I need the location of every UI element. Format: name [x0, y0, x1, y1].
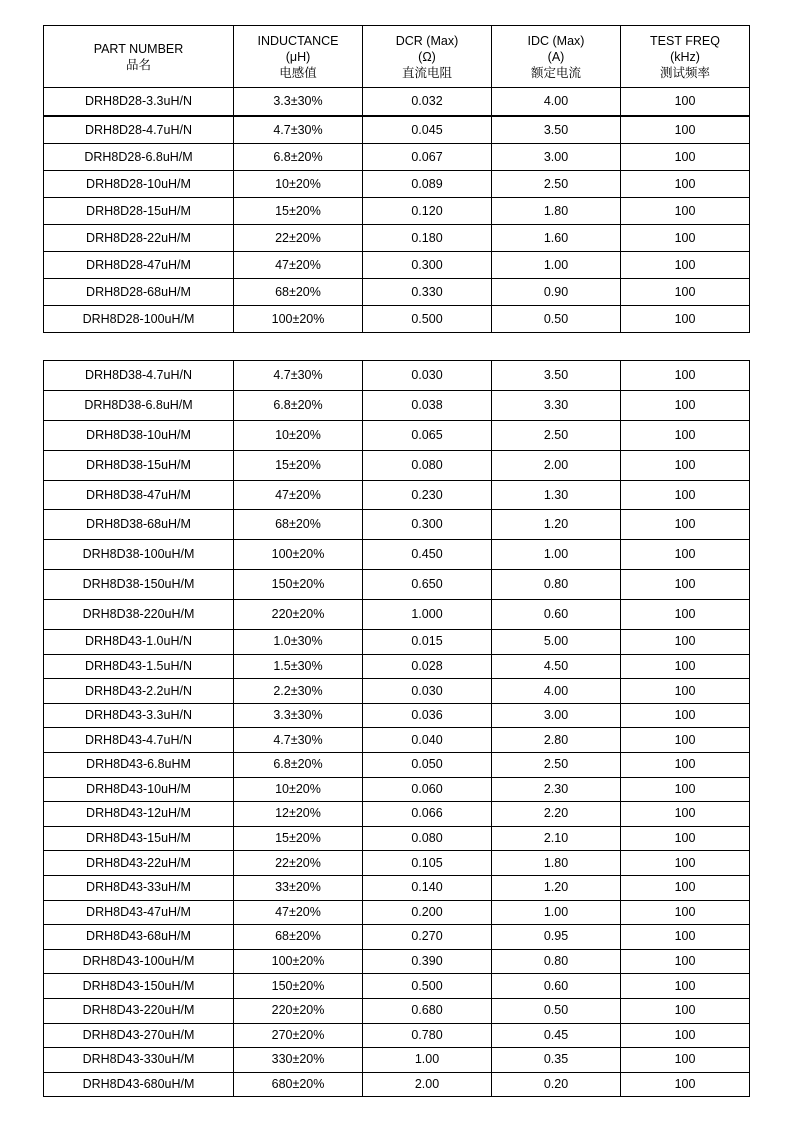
cell-dcr: 0.080	[363, 450, 492, 480]
cell-dcr: 0.500	[363, 306, 492, 333]
table-row	[44, 171, 750, 198]
cell-dcr: 0.030	[363, 361, 492, 391]
table-row	[44, 679, 750, 704]
cell-part: DRH8D38-220uH/M	[44, 600, 234, 630]
header-part-number-cn: 品名	[125, 57, 151, 72]
cell-part: DRH8D28-68uH/M	[44, 279, 234, 306]
cell-freq: 100	[621, 144, 750, 171]
cell-freq: 100	[621, 480, 750, 510]
cell-freq: 100	[621, 875, 750, 900]
cell-idc: 4.00	[492, 88, 621, 117]
cell-inductance: 220±20%	[234, 600, 363, 630]
cell-idc: 0.50	[492, 306, 621, 333]
cell-freq: 100	[621, 1072, 750, 1097]
cell-part: DRH8D43-270uH/M	[44, 1023, 234, 1048]
cell-dcr: 0.780	[363, 1023, 492, 1048]
header-idc-unit: (A)	[547, 49, 565, 64]
cell-freq: 100	[621, 1023, 750, 1048]
cell-part: DRH8D43-3.3uH/N	[44, 703, 234, 728]
cell-part: DRH8D43-22uH/M	[44, 851, 234, 876]
cell-inductance: 4.7±30%	[234, 361, 363, 391]
cell-part: DRH8D38-15uH/M	[44, 450, 234, 480]
table-row	[44, 88, 750, 117]
cell-freq: 100	[621, 510, 750, 540]
cell-idc: 1.00	[492, 252, 621, 279]
cell-idc: 2.50	[492, 752, 621, 777]
cell-dcr: 0.050	[363, 752, 492, 777]
cell-idc: 2.50	[492, 171, 621, 198]
cell-inductance: 1.0±30%	[234, 630, 363, 655]
table-row	[44, 949, 750, 974]
table-row	[44, 1072, 750, 1097]
header-inductance-en: INDUCTANCE	[257, 33, 339, 48]
cell-idc: 0.50	[492, 998, 621, 1023]
cell-inductance: 3.3±30%	[234, 703, 363, 728]
cell-dcr: 0.500	[363, 974, 492, 999]
cell-idc: 0.45	[492, 1023, 621, 1048]
cell-inductance: 68±20%	[234, 279, 363, 306]
cell-dcr: 0.040	[363, 728, 492, 753]
cell-freq: 100	[621, 654, 750, 679]
cell-idc: 3.50	[492, 361, 621, 391]
cell-idc: 0.80	[492, 949, 621, 974]
cell-inductance: 4.7±30%	[234, 116, 363, 144]
cell-inductance: 15±20%	[234, 198, 363, 225]
cell-dcr: 0.140	[363, 875, 492, 900]
cell-freq: 100	[621, 703, 750, 728]
cell-part: DRH8D43-2.2uH/N	[44, 679, 234, 704]
cell-freq: 100	[621, 679, 750, 704]
cell-dcr: 0.200	[363, 900, 492, 925]
table-row	[44, 654, 750, 679]
cell-dcr: 0.060	[363, 777, 492, 802]
cell-dcr: 0.390	[363, 949, 492, 974]
spec-table-bottom	[43, 360, 750, 1097]
cell-part: DRH8D28-3.3uH/N	[44, 88, 234, 117]
table-row	[44, 998, 750, 1023]
table-row	[44, 540, 750, 570]
cell-idc: 1.80	[492, 198, 621, 225]
cell-inductance: 12±20%	[234, 802, 363, 827]
header-idc-cn: 额定电流	[530, 65, 581, 80]
cell-part: DRH8D43-680uH/M	[44, 1072, 234, 1097]
table-row	[44, 225, 750, 252]
cell-inductance: 150±20%	[234, 570, 363, 600]
header-dcr-unit: (Ω)	[418, 49, 436, 64]
table-row	[44, 420, 750, 450]
table-row	[44, 144, 750, 171]
cell-part: DRH8D38-68uH/M	[44, 510, 234, 540]
cell-dcr: 0.650	[363, 570, 492, 600]
cell-part: DRH8D43-6.8uHM	[44, 752, 234, 777]
cell-freq: 100	[621, 974, 750, 999]
cell-dcr: 0.030	[363, 679, 492, 704]
cell-idc: 0.35	[492, 1048, 621, 1073]
spec-table-bottom-body	[44, 361, 750, 1097]
cell-freq: 100	[621, 998, 750, 1023]
table-row	[44, 802, 750, 827]
cell-inductance: 220±20%	[234, 998, 363, 1023]
cell-idc: 3.00	[492, 703, 621, 728]
cell-part: DRH8D38-47uH/M	[44, 480, 234, 510]
cell-dcr: 1.00	[363, 1048, 492, 1073]
header-test-freq-unit: (kHz)	[670, 49, 700, 64]
cell-inductance: 330±20%	[234, 1048, 363, 1073]
cell-inductance: 68±20%	[234, 510, 363, 540]
cell-inductance: 3.3±30%	[234, 88, 363, 117]
header-inductance-cn: 电感值	[279, 65, 317, 80]
cell-part: DRH8D38-6.8uH/M	[44, 390, 234, 420]
table-row	[44, 826, 750, 851]
header-part-number	[44, 26, 234, 88]
cell-part: DRH8D28-47uH/M	[44, 252, 234, 279]
cell-freq: 100	[621, 225, 750, 252]
cell-part: DRH8D43-330uH/M	[44, 1048, 234, 1073]
cell-dcr: 0.036	[363, 703, 492, 728]
cell-part: DRH8D43-10uH/M	[44, 777, 234, 802]
cell-idc: 1.20	[492, 510, 621, 540]
cell-inductance: 15±20%	[234, 450, 363, 480]
cell-part: DRH8D43-68uH/M	[44, 925, 234, 950]
cell-idc: 4.50	[492, 654, 621, 679]
cell-freq: 100	[621, 925, 750, 950]
table-row	[44, 925, 750, 950]
cell-part: DRH8D43-12uH/M	[44, 802, 234, 827]
cell-part: DRH8D38-4.7uH/N	[44, 361, 234, 391]
table-row	[44, 450, 750, 480]
cell-part: DRH8D28-15uH/M	[44, 198, 234, 225]
cell-inductance: 150±20%	[234, 974, 363, 999]
table-row	[44, 361, 750, 391]
cell-idc: 2.30	[492, 777, 621, 802]
cell-dcr: 0.300	[363, 252, 492, 279]
table-row	[44, 851, 750, 876]
spec-table-top-body	[44, 26, 750, 333]
cell-idc: 4.00	[492, 679, 621, 704]
cell-freq: 100	[621, 851, 750, 876]
cell-part: DRH8D28-6.8uH/M	[44, 144, 234, 171]
header-inductance	[234, 26, 363, 88]
header-dcr-cn: 直流电阻	[401, 65, 452, 80]
cell-freq: 100	[621, 1048, 750, 1073]
cell-inductance: 270±20%	[234, 1023, 363, 1048]
cell-dcr: 0.038	[363, 390, 492, 420]
cell-dcr: 0.065	[363, 420, 492, 450]
header-test-freq	[621, 26, 750, 88]
table-row	[44, 198, 750, 225]
cell-freq: 100	[621, 420, 750, 450]
table-row	[44, 252, 750, 279]
cell-dcr: 0.067	[363, 144, 492, 171]
header-inductance-unit: (μH)	[285, 49, 311, 64]
cell-dcr: 0.045	[363, 116, 492, 144]
cell-inductance: 680±20%	[234, 1072, 363, 1097]
cell-freq: 100	[621, 116, 750, 144]
table-row	[44, 974, 750, 999]
table-row	[44, 703, 750, 728]
cell-dcr: 0.028	[363, 654, 492, 679]
cell-freq: 100	[621, 171, 750, 198]
cell-dcr: 1.000	[363, 600, 492, 630]
cell-dcr: 0.300	[363, 510, 492, 540]
cell-inductance: 22±20%	[234, 851, 363, 876]
header-idc	[492, 26, 621, 88]
table-row	[44, 116, 750, 144]
cell-inductance: 1.5±30%	[234, 654, 363, 679]
cell-idc: 1.20	[492, 875, 621, 900]
table-row	[44, 279, 750, 306]
cell-part: DRH8D38-100uH/M	[44, 540, 234, 570]
header-part-number-en: PART NUMBER	[93, 41, 184, 56]
cell-dcr: 2.00	[363, 1072, 492, 1097]
cell-inductance: 47±20%	[234, 480, 363, 510]
header-dcr	[363, 26, 492, 88]
cell-idc: 0.90	[492, 279, 621, 306]
cell-inductance: 68±20%	[234, 925, 363, 950]
cell-freq: 100	[621, 306, 750, 333]
cell-idc: 3.00	[492, 144, 621, 171]
cell-part: DRH8D43-4.7uH/N	[44, 728, 234, 753]
cell-inductance: 6.8±20%	[234, 752, 363, 777]
cell-inductance: 10±20%	[234, 420, 363, 450]
cell-inductance: 22±20%	[234, 225, 363, 252]
cell-idc: 1.80	[492, 851, 621, 876]
table-row	[44, 510, 750, 540]
cell-inductance: 2.2±30%	[234, 679, 363, 704]
cell-inductance: 6.8±20%	[234, 144, 363, 171]
header-test-freq-cn: 测试频率	[659, 65, 710, 80]
cell-idc: 0.60	[492, 600, 621, 630]
cell-freq: 100	[621, 900, 750, 925]
cell-dcr: 0.330	[363, 279, 492, 306]
cell-dcr: 0.032	[363, 88, 492, 117]
cell-inductance: 100±20%	[234, 540, 363, 570]
cell-dcr: 0.105	[363, 851, 492, 876]
table-row	[44, 630, 750, 655]
header-idc-en: IDC (Max)	[527, 33, 585, 48]
cell-idc: 1.00	[492, 900, 621, 925]
cell-inductance: 100±20%	[234, 306, 363, 333]
cell-freq: 100	[621, 777, 750, 802]
spec-table-top	[43, 25, 750, 333]
cell-idc: 0.60	[492, 974, 621, 999]
cell-idc: 2.80	[492, 728, 621, 753]
cell-part: DRH8D43-100uH/M	[44, 949, 234, 974]
cell-idc: 1.30	[492, 480, 621, 510]
cell-part: DRH8D43-15uH/M	[44, 826, 234, 851]
table-row	[44, 752, 750, 777]
cell-inductance: 10±20%	[234, 777, 363, 802]
cell-idc: 1.60	[492, 225, 621, 252]
cell-dcr: 0.066	[363, 802, 492, 827]
table-row	[44, 728, 750, 753]
cell-dcr: 0.680	[363, 998, 492, 1023]
table-row	[44, 306, 750, 333]
cell-idc: 3.30	[492, 390, 621, 420]
cell-part: DRH8D28-22uH/M	[44, 225, 234, 252]
cell-dcr: 0.080	[363, 826, 492, 851]
cell-freq: 100	[621, 752, 750, 777]
cell-idc: 2.50	[492, 420, 621, 450]
cell-freq: 100	[621, 630, 750, 655]
cell-freq: 100	[621, 826, 750, 851]
cell-dcr: 0.180	[363, 225, 492, 252]
cell-part: DRH8D43-220uH/M	[44, 998, 234, 1023]
cell-idc: 0.20	[492, 1072, 621, 1097]
table-row	[44, 875, 750, 900]
cell-part: DRH8D38-150uH/M	[44, 570, 234, 600]
cell-dcr: 0.089	[363, 171, 492, 198]
cell-inductance: 47±20%	[234, 252, 363, 279]
cell-part: DRH8D43-33uH/M	[44, 875, 234, 900]
cell-idc: 2.10	[492, 826, 621, 851]
cell-inductance: 47±20%	[234, 900, 363, 925]
cell-part: DRH8D28-4.7uH/N	[44, 116, 234, 144]
cell-freq: 100	[621, 198, 750, 225]
cell-freq: 100	[621, 88, 750, 117]
cell-dcr: 0.015	[363, 630, 492, 655]
cell-freq: 100	[621, 450, 750, 480]
cell-idc: 2.00	[492, 450, 621, 480]
cell-freq: 100	[621, 728, 750, 753]
cell-freq: 100	[621, 802, 750, 827]
cell-part: DRH8D43-1.0uH/N	[44, 630, 234, 655]
cell-freq: 100	[621, 390, 750, 420]
cell-inductance: 10±20%	[234, 171, 363, 198]
cell-part: DRH8D43-1.5uH/N	[44, 654, 234, 679]
cell-dcr: 0.230	[363, 480, 492, 510]
cell-freq: 100	[621, 540, 750, 570]
cell-idc: 0.80	[492, 570, 621, 600]
table-row	[44, 777, 750, 802]
cell-part: DRH8D43-47uH/M	[44, 900, 234, 925]
table-row	[44, 600, 750, 630]
cell-freq: 100	[621, 279, 750, 306]
cell-dcr: 0.270	[363, 925, 492, 950]
cell-idc: 1.00	[492, 540, 621, 570]
header-row	[44, 26, 750, 88]
table-row	[44, 570, 750, 600]
cell-freq: 100	[621, 949, 750, 974]
cell-inductance: 4.7±30%	[234, 728, 363, 753]
cell-freq: 100	[621, 600, 750, 630]
cell-inductance: 33±20%	[234, 875, 363, 900]
table-row	[44, 900, 750, 925]
header-test-freq-en: TEST FREQ	[650, 33, 720, 48]
cell-idc: 0.95	[492, 925, 621, 950]
cell-part: DRH8D43-150uH/M	[44, 974, 234, 999]
table-row	[44, 480, 750, 510]
table-row	[44, 1023, 750, 1048]
cell-inductance: 100±20%	[234, 949, 363, 974]
cell-freq: 100	[621, 570, 750, 600]
header-dcr-en: DCR (Max)	[395, 33, 459, 48]
cell-dcr: 0.450	[363, 540, 492, 570]
cell-idc: 3.50	[492, 116, 621, 144]
table-row	[44, 1048, 750, 1073]
cell-freq: 100	[621, 252, 750, 279]
cell-inductance: 15±20%	[234, 826, 363, 851]
cell-part: DRH8D28-100uH/M	[44, 306, 234, 333]
cell-idc: 5.00	[492, 630, 621, 655]
cell-dcr: 0.120	[363, 198, 492, 225]
cell-part: DRH8D28-10uH/M	[44, 171, 234, 198]
cell-freq: 100	[621, 361, 750, 391]
cell-idc: 2.20	[492, 802, 621, 827]
table-row	[44, 390, 750, 420]
cell-part: DRH8D38-10uH/M	[44, 420, 234, 450]
cell-inductance: 6.8±20%	[234, 390, 363, 420]
